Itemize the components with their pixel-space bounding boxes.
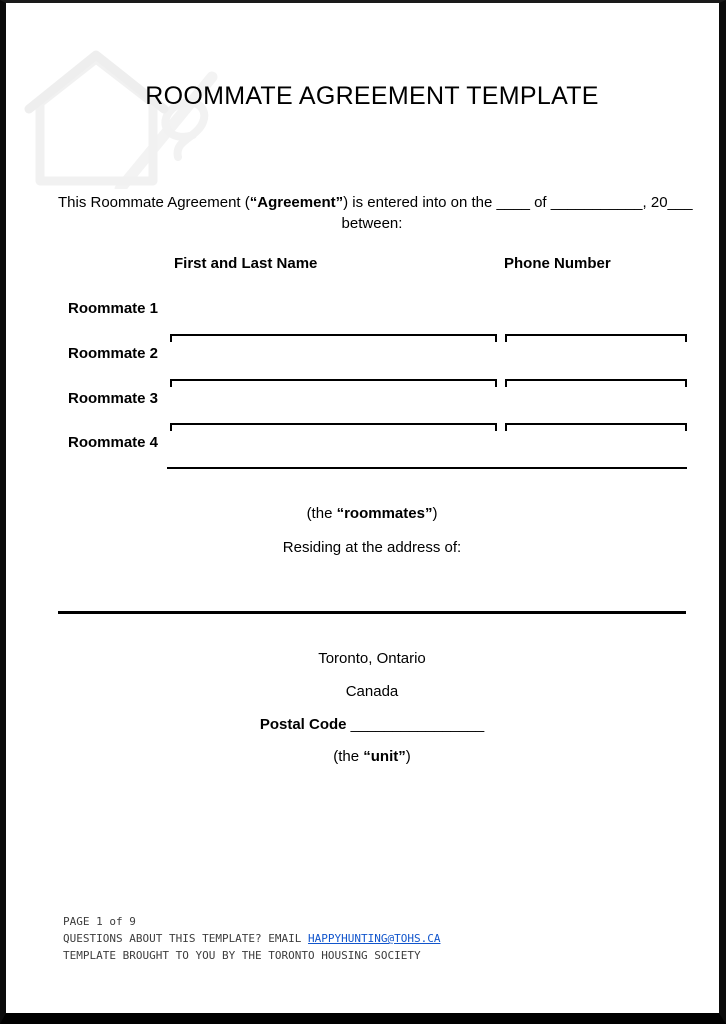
footer-credit-line: TEMPLATE BROUGHT TO YOU BY THE TORONTO HOUSING SOCIETY <box>63 949 421 962</box>
postal-code-blank: ________________ <box>346 716 485 733</box>
roommate-3-label: Roommate 3 <box>68 390 159 407</box>
roommates-note-pre: (the <box>306 505 337 522</box>
unit-note-pre: (the <box>333 748 364 765</box>
postal-code-row <box>58 714 686 735</box>
intro-text-post: ) is entered into on the ____ of ___________, 20___ <box>343 194 693 211</box>
roommate-1-phone-field-line <box>505 334 687 342</box>
agreement-term: “Agreement” <box>249 194 344 211</box>
roommate-1-name-field-line <box>170 334 497 342</box>
email-link[interactable]: HAPPYHUNTING@TOHS.CA <box>308 932 441 945</box>
roommate-1-label: Roommate 1 <box>68 300 159 317</box>
footer-page-info: PAGE 1 of 9 <box>63 915 136 928</box>
roommate-4-label: Roommate 4 <box>68 434 159 451</box>
roommates-note <box>58 503 686 524</box>
intro-paragraph <box>58 192 693 234</box>
address-city-province: Toronto, Ontario <box>318 650 426 667</box>
intro-line-1 <box>58 192 693 213</box>
page-footer <box>63 913 441 964</box>
roommate-4-field-line <box>167 467 687 469</box>
unit-term: “unit” <box>363 748 406 765</box>
intro-line-2: between: <box>341 215 403 232</box>
roommate-3-name-field-line <box>170 423 497 431</box>
roommate-3-phone-field-line <box>505 423 687 431</box>
footer-questions-text: QUESTIONS ABOUT THIS TEMPLATE? EMAIL <box>63 932 309 945</box>
footer-questions-line <box>63 930 441 947</box>
address-country: Canada <box>345 683 399 700</box>
roommate-2-phone-field-line <box>505 379 687 387</box>
unit-note <box>58 746 686 767</box>
address-field-line <box>58 611 686 614</box>
column-header-name: First and Last Name <box>174 255 318 272</box>
unit-note-post: ) <box>405 748 411 765</box>
postal-code-label: Postal Code <box>259 716 347 733</box>
roommate-2-label: Roommate 2 <box>68 345 159 362</box>
intro-text-pre: This Roommate Agreement ( <box>58 194 250 211</box>
column-header-phone: Phone Number <box>504 255 611 272</box>
roommate-2-name-field-line <box>170 379 497 387</box>
residing-label: Residing at the address of: <box>282 539 462 556</box>
roommates-note-post: ) <box>432 505 438 522</box>
page-title: ROOMMATE AGREEMENT TEMPLATE <box>145 82 599 110</box>
roommates-term: “roommates” <box>336 505 433 522</box>
page-content <box>58 3 693 1013</box>
